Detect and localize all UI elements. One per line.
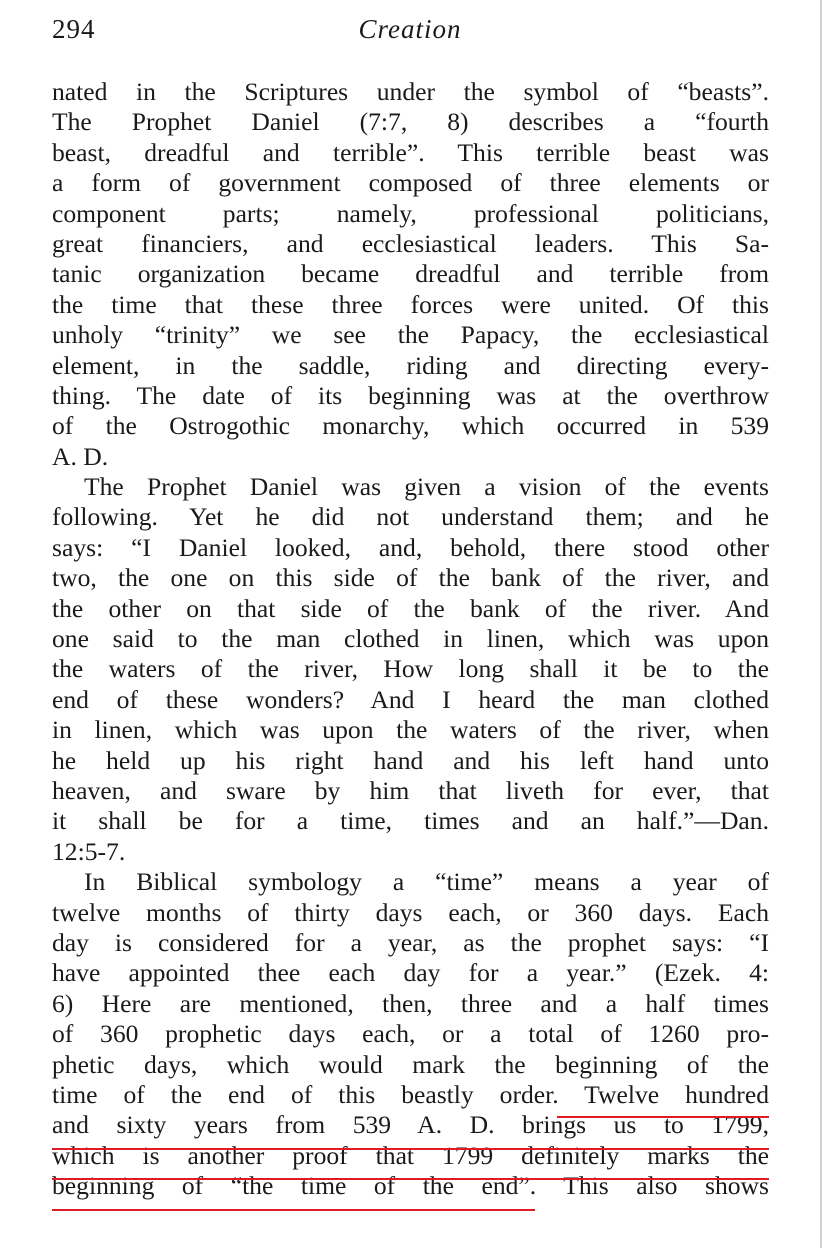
red-underline-mark bbox=[52, 1209, 535, 1211]
text-line: in linen, which was upon the waters of the river, when bbox=[52, 715, 769, 745]
text-line: which is another proof that 1799 definitely marks the bbox=[52, 1140, 769, 1170]
text-line: of the Ostrogothic monarchy, which occurred in 539 bbox=[52, 411, 769, 441]
text-line: and sixty years from 539 A. D. brings us to 1799, bbox=[52, 1110, 769, 1140]
text-line: element, in the saddle, riding and directing every- bbox=[52, 350, 769, 380]
text-line: beginning of “the time of the end”. This also shows bbox=[52, 1171, 769, 1201]
text-line: the time that these three forces were united. Of this bbox=[52, 289, 769, 319]
text-line: the other on that side of the bank of the river. And bbox=[52, 593, 769, 623]
page-number: 294 bbox=[52, 14, 96, 44]
text-line: end of these wonders? And I heard the man clothed bbox=[52, 684, 769, 714]
red-underline-mark bbox=[52, 1178, 769, 1180]
text-line: following. Yet he did not understand them; and he bbox=[52, 502, 769, 532]
text-line: nated in the Scriptures under the symbol of “beasts”. bbox=[52, 77, 769, 106]
text-line: The Prophet Daniel (7:7, 8) describes a “fourth bbox=[52, 107, 769, 137]
text-line: component parts; namely, professional politicians, bbox=[52, 198, 769, 228]
text-line: beast, dreadful and terrible”. This terrible beast was bbox=[52, 137, 769, 167]
text-line: says: “I Daniel looked, and, behold, there stood other bbox=[52, 532, 769, 562]
text-line: it shall be for a time, times and an half.”—Dan. bbox=[52, 806, 769, 836]
text-line: great financiers, and ecclesiastical leaders. This Sa- bbox=[52, 228, 769, 258]
body-text bbox=[52, 77, 769, 1201]
text-line: tanic organization became dreadful and terrible from bbox=[52, 259, 769, 289]
text-line: he held up his right hand and his left hand unto bbox=[52, 745, 769, 775]
text-line: a form of government composed of three elements or bbox=[52, 168, 769, 198]
text-line: two, the one on this side of the bank of the river, and bbox=[52, 563, 769, 593]
text-line: the waters of the river, How long shall it be to the bbox=[52, 654, 769, 684]
red-underline-mark bbox=[52, 1148, 769, 1150]
paragraph-start-line: In Biblical symbology a “time” means a year of bbox=[84, 867, 769, 897]
text-line: time of the end of this beastly order. Twelve hundred bbox=[52, 1079, 769, 1109]
red-underline-mark bbox=[557, 1116, 769, 1118]
text-line: twelve months of thirty days each, or 360 days. Each bbox=[52, 897, 769, 927]
text-line: thing. The date of its beginning was at the overthrow bbox=[52, 380, 769, 410]
text-line: phetic days, which would mark the beginning of the bbox=[52, 1049, 769, 1079]
text-line: one said to the man clothed in linen, which was upon bbox=[52, 624, 769, 654]
running-title: Creation bbox=[358, 14, 462, 44]
text-line: have appointed thee each day for a year.” (Ezek. 4: bbox=[52, 958, 769, 988]
text-line: heaven, and sware by him that liveth for ever, that bbox=[52, 775, 769, 805]
text-line: 6) Here are mentioned, then, three and a half times bbox=[52, 988, 769, 1018]
text-line: 12:5-7. bbox=[52, 836, 126, 866]
text-line: unholy “trinity” we see the Papacy, the ecclesiastical bbox=[52, 320, 769, 350]
running-head bbox=[52, 14, 768, 50]
paragraph-start-line: The Prophet Daniel was given a vision of the events bbox=[84, 472, 769, 502]
text-line: day is considered for a year, as the prophet says: “I bbox=[52, 927, 769, 957]
text-line: A. D. bbox=[52, 441, 109, 471]
text-line: of 360 prophetic days each, or a total of 1260 pro- bbox=[52, 1019, 769, 1049]
